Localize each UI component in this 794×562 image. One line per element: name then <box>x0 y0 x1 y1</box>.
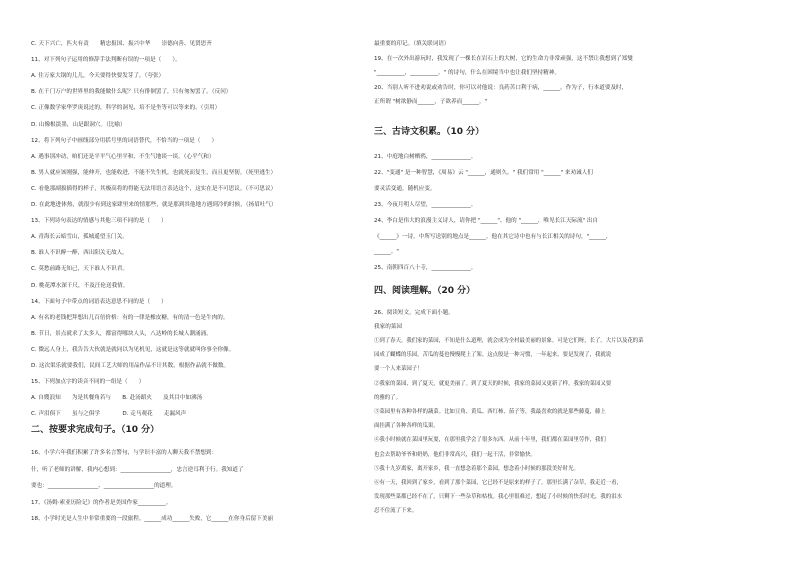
left-line: B. 节日，景点就求了太多人，都富得哪块人头，八达岭的长城人潮涌涌。 <box>31 330 212 337</box>
section-2-title: 二、按要求完成句子。（10 分） <box>31 425 160 435</box>
left-line: A. 住万家大锅的儿儿，今天要得快要发芽了。（夸张） <box>31 73 165 80</box>
left-line: C. 天下兴亡，匹夫有责 精忠报国、振兴中华 崇德向善、见贤思齐 <box>31 41 212 47</box>
right2-line: 要灵活变通，随机应变。 <box>374 185 436 192</box>
left-line: 15、下列加点字的读音不同的一组是（ ） <box>31 379 145 386</box>
left2-line: 要也：__________________、__________________的道理。 <box>31 483 177 490</box>
passage-line: 园成了蝴蝶的乐园，苦瓜的蔓也慢慢爬上了架。这点般是一种习惯，一年起来，要是发现了，我就说 <box>374 352 612 359</box>
left-line: C. 正像数学家华罗庚说过的，科学的洞见，培不是坐等可以等来的。（引用） <box>31 105 221 112</box>
passage-line: ④我小时候就在菜园里玩耍，在那里我学会了很多东西。从前十年里，我们都在菜园里劳作，我们 <box>374 437 606 444</box>
left-line: A. 青海长云暗雪山，孤城遥望玉门关。 <box>31 234 128 241</box>
left-line: D. 在此地进体热，就很少有到这家肆里来的情那些，就是那到其他地方遇到冷的时候，（扬眉吐气） <box>31 202 277 208</box>
left-line: C. 声泪俱下 虽与之俱学 D. 走马观花 走漏风声 <box>31 411 187 418</box>
left-line: D. 山像根淡墨，山是跟洞穴。（比喻） <box>31 121 126 128</box>
left-line: B. 在千门万户的世界里的我能做什么呢？只有徘徊罢了，只有匆匆罢了。（反问） <box>31 89 232 96</box>
right2-line: 23、今夜月明人尽望，______________。 <box>374 201 477 208</box>
left-line: A. 有名的老钱把拜想出几百倍价格：有的一律是橡皮糖，有的清一色是牛肉的。 <box>31 314 229 321</box>
passage-title: 我家的菜园 <box>374 324 402 330</box>
right3-line: 26、阅读短文，完成下面小题。 <box>374 310 454 316</box>
right-line: 最重要的印记。（填关联词语） <box>374 41 450 47</box>
passage-line: 也会去帮助爷爷和奶奶，他们非常高兴，我们一起干活，非常愉快。 <box>374 451 536 458</box>
passage-line: ③菜园里有各种各样的蔬菜。比如豆角、黄瓜、西红柿、茄子等，我最喜欢的就是那些藤蔓，藤上 <box>374 409 606 415</box>
left2-line: 什，听了老师的讲解，我内心想到：__________________，忠言逆耳利于行。我知道了 <box>31 466 244 473</box>
section-3-title: 三、古诗文积累。（10 分） <box>374 127 485 137</box>
right-line: 正所谓 "树欲静而______，子欲养而______。" <box>374 99 488 106</box>
left-line: C. 微远人身上，我告告大伙就是就同以为见机见，这就是这等就就叫你事全你像。 <box>31 346 235 353</box>
left-line: 14、下面句子中带点的词语表达意思不同的是（ ） <box>31 298 167 305</box>
right2-line: 24、李白是伟大的浪漫主义诗人，请你把 "______"、他的 "______，唯见长江天际流" 出自 <box>374 217 599 224</box>
left2-line: 17、《汤姆·索亚历险记》的作者是美国作家__________。 <box>31 499 172 506</box>
passage-line: 的雅的了。 <box>374 394 401 401</box>
passage-line: 忍不住流了下来。 <box>374 508 418 515</box>
right-line: "__________，__________。" 的诗句，什么在困境当中也让我们坚持精神。 <box>374 70 560 77</box>
left-line: A. 遇事别冲动，咱们还是平平气心里平和，不生气地谈一谈。（心平气和） <box>31 153 215 160</box>
left-line: 12、将下列句子中画线部分用括号里的词语替代，不恰当的一项是（ ） <box>31 137 218 144</box>
left-line: A. 自嫂浪知 为是其餐角若与 B. 赴汤蹈火 及其目中如沸汤 <box>31 395 203 402</box>
left-line: C. 看他那副拔插得的样子，其极高将的得能无法用语言表达这个，这实在是不可思议。（不可思议） <box>31 185 277 192</box>
left2-line: 16、小学六年我们积累了许多名言警句，与学识丰富的人聊天我不禁想到： <box>31 450 218 456</box>
right-line: 20、当别人听不进劝说或劝告时，你可以对他说：良药苦口利于病，______。作为子，行本道要及时， <box>374 84 628 91</box>
right2-line: 《______》一诗，中所写送别的地点是______。他在其它诗中也有与长江相关的诗句，"______， <box>374 233 612 240</box>
passage-line: 要一个人来菜园子！ <box>374 366 423 373</box>
right2-line: ______。" <box>374 249 399 256</box>
left-line: B. 谁人不识醉一醉，西出阳关无故人。 <box>31 250 128 257</box>
right2-line: 22、"变通" 是一种智慧，《周易》云 "______，通则久。" 我们常用 "______" 来劝诫人们 <box>374 169 593 176</box>
left-line: C. 莫愁前路无知己，天下谁人不识君。 <box>31 266 128 273</box>
passage-line: ②我家的菜园，到了夏天，就更美丽了。到了夏天的时候，我家的菜园又更新了样，我家的菜园又要 <box>374 380 612 387</box>
passage-line: 发现那些菜都已经不在了，只剩下一些杂草和枯枝。我心里很难过，想起了小时候的快乐时光，我的泪水 <box>374 494 622 501</box>
passage-line: 面挂满了各种各样的瓜果。 <box>374 423 439 430</box>
right2-line: 21、中庭地白树栖鸦，______________。 <box>374 154 477 160</box>
right2-line: 25、南朝四百八十寺，______________。 <box>374 265 477 272</box>
section-4-title: 四、阅读理解。（20 分） <box>374 286 476 296</box>
left-line: 13、下列诗句表达的情感与其他三项不同的是（ ） <box>31 218 167 225</box>
passage-line: ⑥有一天，我回到了家乡，看到了那个菜园，它已经不是原来的样子了。那里长满了杂草，我走近一看， <box>374 480 622 486</box>
passage-line: ①到了春天，我们家的菜园，不知是什么道理，就会成为全村最美丽的景象。可是它们呀，长了。大片以及花的菜 <box>374 338 644 344</box>
left-line: D. 桃花潭水深千尺，不及汪伦送我情。 <box>31 282 129 289</box>
left-line: 11、对下列句子运用的修辞手法判断有误的一项是（ ）。 <box>31 57 181 64</box>
left-line: B. 男人就应该刚强，能伸开，也能收进，不能不失生机，也就死而复生，而且更坚韧。（死里逃生） <box>31 169 277 176</box>
right-line: 19、在一次外出游玩时，我发现了一棵长在岩石上的大树，它的生命力非常顽强，这不禁让我想到了郑燮 <box>374 55 633 62</box>
left-line: D. 这次渠乐就要我们，民间工艺大师的用品作品不计其数，根据作品就不做数。 <box>31 363 230 369</box>
passage-line: ⑤我十九岁离家，离开家乡，我一直想念着那个菜园，想念着小时候的那段美好时光。 <box>374 465 579 472</box>
left2-line: 18、小学时光是人生中非常重要的一段旅程。______成功______失败，它______在你身后留下美丽 <box>31 516 274 523</box>
